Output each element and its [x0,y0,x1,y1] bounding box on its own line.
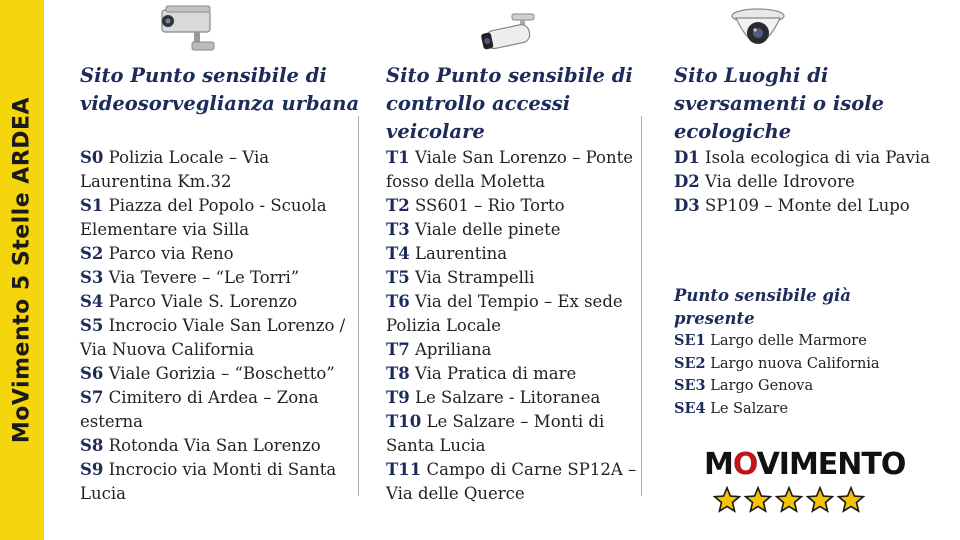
list-item: S7 Cimitero di Ardea – Zona esterna [80,388,319,431]
bullet-camera-icon [478,12,538,56]
logo-stars [704,486,874,514]
star-icon [837,486,865,514]
sidebar-banner [0,0,44,540]
list-item: T10 Le Salzare – Monti di Santa Lucia [386,412,605,455]
list-item: D3 SP109 – Monte del Lupo [674,196,910,215]
list-item: T9 Le Salzare - Litoranea [386,388,601,407]
list-item: S6 Viale Gorizia – “Boschetto” [80,364,335,383]
movimento-logo [704,447,906,514]
star-icon [775,486,803,514]
list-item: T8 Via Pratica di mare [386,364,577,383]
subsection-title: Punto sensibile già presente [674,286,851,328]
column-title: Sito Punto sensibile di controllo accessi veicolare [386,64,633,143]
list-item: T6 Via del Tempio – Ex sede Polizia Locale [386,292,623,335]
column-title: Sito Punto sensibile di videosorveglianza urbana [80,64,360,115]
dome-camera-icon [728,6,788,58]
list-item: T2 SS601 – Rio Torto [386,196,565,215]
list-item: SE2 Largo nuova California [674,354,880,372]
list-item: S9 Incrocio via Monti di Santa Lucia [80,460,337,503]
list-item: D2 Via delle Idrovore [674,172,855,191]
list-item: S4 Parco Viale S. Lorenzo [80,292,298,311]
star-icon [713,486,741,514]
subsection-list [674,330,934,420]
list-item: S2 Parco via Reno [80,244,234,263]
list-item: T4 Laurentina [386,244,508,263]
list-item: T5 Via Strampelli [386,268,535,287]
list-item: SE4 Le Salzare [674,399,789,417]
item-list [386,146,641,506]
list-item: SE1 Largo delle Marmore [674,332,867,349]
list-item: SE3 Largo Genova [674,377,814,394]
security-camera-icon [158,2,222,56]
list-item: S3 Via Tevere – “Le Torri” [80,268,300,287]
column-divider [641,116,642,496]
sidebar-text: MoVimento 5 Stelle ARDEA [9,96,35,444]
star-icon [744,486,772,514]
logo-wordmark: MOVIMENTO [704,447,906,482]
item-list [674,146,934,218]
star-icon [806,486,834,514]
list-item: S5 Incrocio Viale San Lorenzo / Via Nuova California [80,316,346,359]
list-item: S0 Polizia Locale – Via Laurentina Km.32 [80,148,270,191]
column-divider [358,116,359,496]
list-item: S8 Rotonda Via San Lorenzo [80,436,321,455]
list-item: T11 Campo di Carne SP12A – Via delle Querce [386,460,637,503]
list-item: T3 Viale delle pinete [386,220,561,239]
list-item: T7 Apriliana [386,340,492,359]
column-title: Sito Luoghi di sversamenti o isole ecologiche [674,64,885,143]
list-item: D1 Isola ecologica di via Pavia [674,148,931,167]
item-list [80,146,360,506]
list-item: S1 Piazza del Popolo - Scuola Elementare via Silla [80,196,327,239]
list-item: T1 Viale San Lorenzo – Ponte fosso della Moletta [386,148,633,191]
